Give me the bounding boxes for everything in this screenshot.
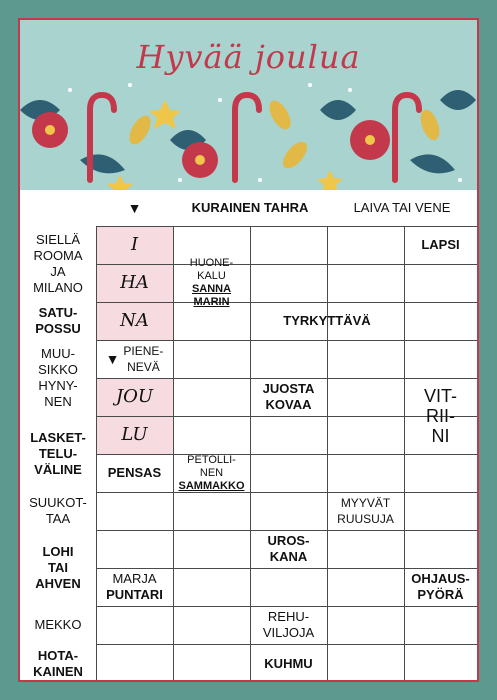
answer-text: HA [120,272,149,293]
clue-lohi: LOHI TAI AHVEN [35,544,81,591]
clue-vitriini: VIT- RII- NI [423,386,457,446]
clue-petollinen [173,454,250,492]
clue-text: HUONE- KALU [189,257,234,282]
puzzle-title: Hyvää joulua [136,38,361,76]
arrow-down-icon: ▼ [127,200,142,216]
clue-kurainen: KURAINEN TAHRA [191,200,309,215]
answer-cell[interactable] [96,264,173,302]
clue-kuhmu: KUHMU [264,656,313,671]
clue-urosk: UROS- KANA [267,533,310,564]
clue-lapsi: LAPSI [421,237,460,252]
clue-text: PUNTARI [106,587,163,602]
clue-text: SAMMAKKO [178,479,245,492]
clue-hotakainen: HOTA- KAINEN [33,648,83,679]
clue-myyvat: MYYVÄT RUUSUJA [337,496,394,526]
clue-rehu: REHU- VILJOJA [262,609,315,640]
answer-text: I [130,234,139,255]
answer-cell[interactable] [96,302,173,340]
clue-lasketteluvaline: LASKET- TELU- VÄLINE [30,430,86,477]
clue-text: MARJA [112,571,157,586]
holiday-banner [20,20,477,190]
answer-text: LU [121,424,148,445]
arrow-down-icon: ▼ [105,351,120,367]
clue-laiva: LAIVA TAI VENE [353,200,451,215]
clue-text: PIENE- NEVÄ [123,344,164,374]
clue-siella: SIELLÄ ROOMA JA MILANO [33,232,83,295]
answer-text: JOU [115,386,154,407]
clue-satupossu: SATU- POSSU [35,305,81,336]
answer-cell[interactable] [96,226,173,264]
clue-mekko: MEKKO [34,617,82,632]
clue-muusikko: MUU- SIKKO HYNY- NEN [38,346,78,409]
clue-pensas: PENSAS [107,465,162,480]
answer-cell[interactable] [96,416,173,454]
puzzle-card [18,18,479,682]
clue-juosta: JUOSTA KOVAA [262,381,315,412]
clue-marja [96,568,173,606]
clue-ohjaus: OHJAUS- PYÖRÄ [411,571,470,602]
clue-tyrkyttava: TYRKYTTÄVÄ [283,313,371,328]
answer-text: NA [120,310,149,331]
clue-huonekalu [173,257,250,308]
clue-pieneneva [96,340,173,378]
clue-text: PETOLLI- NEN [187,453,236,479]
clue-suukottaa: SUUKOT- TAA [29,495,87,526]
answer-cell[interactable] [96,378,173,416]
clue-text: SANNA MARIN [191,283,232,308]
holiday-decoration-image [20,70,477,190]
